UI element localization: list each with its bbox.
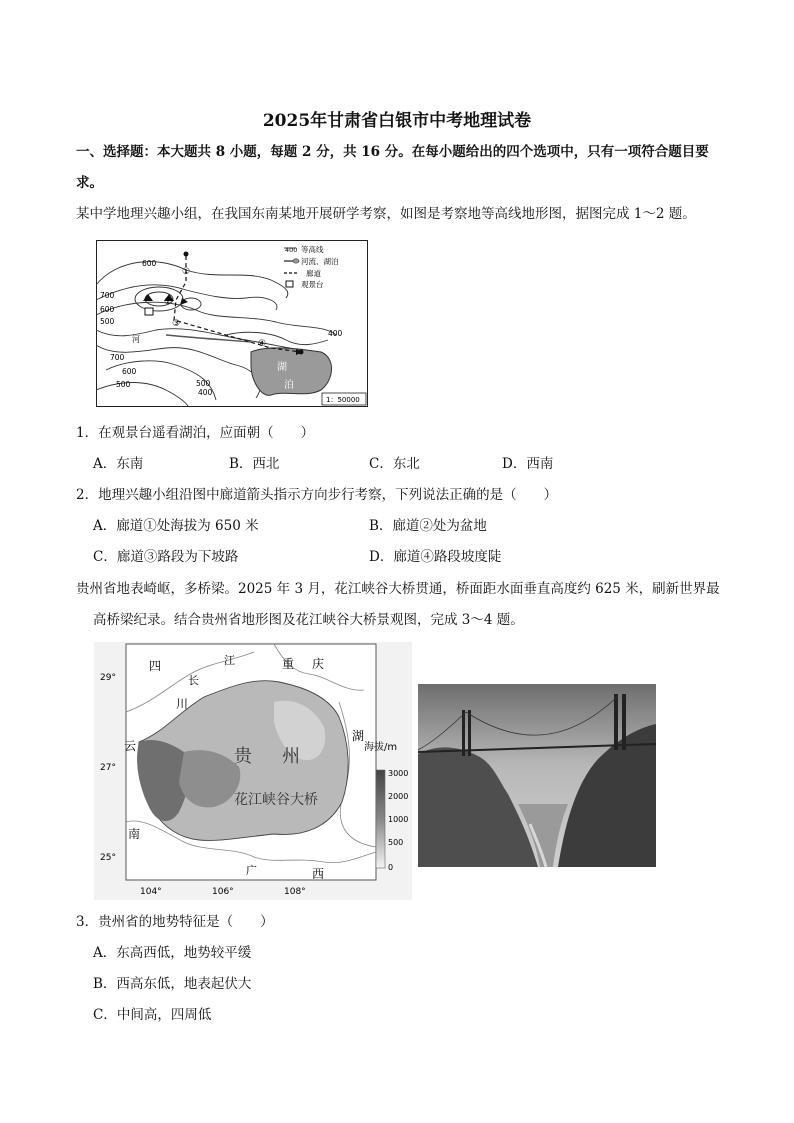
- svg-text:河流、湖泊: 河流、湖泊: [301, 257, 339, 266]
- question-3-stem: 3．贵州省的地势特征是（ ）: [76, 914, 274, 930]
- bridge-label: 花江峡谷大桥: [234, 792, 318, 808]
- svg-text:观景台: 观景台: [301, 280, 324, 289]
- q3-option-a[interactable]: A．东高西低，地势较平缓: [93, 945, 252, 961]
- province-label: 云: [124, 739, 137, 753]
- province-label: 南: [128, 827, 141, 841]
- q2-option-c[interactable]: C．廊道③路段为下坡路: [93, 549, 239, 565]
- marker-4: ④: [258, 339, 267, 349]
- province-label: 四: [149, 659, 162, 673]
- marker-2: ②: [164, 297, 173, 307]
- q1-option-b[interactable]: B．西北: [229, 456, 280, 472]
- province-label: 川: [176, 697, 189, 711]
- lon-label: 104°: [140, 887, 162, 897]
- svg-text:廊道: 廊道: [306, 269, 321, 278]
- lon-label: 108°: [284, 887, 306, 897]
- province-label: 庆: [312, 657, 325, 671]
- contour-label: 400: [328, 329, 343, 338]
- province-label: 长: [188, 674, 199, 687]
- province-label: 西: [312, 867, 325, 881]
- q2-option-a[interactable]: A．廊道①处海拔为 650 米: [93, 518, 259, 534]
- page-title: 2025年甘肃省白银市中考地理试卷: [262, 111, 532, 131]
- question-2-stem: 2．地理兴趣小组沿图中廊道箭头指示方向步行考察，下列说法正确的是（ ）: [76, 487, 558, 503]
- map-scale: 1：50000: [326, 396, 360, 404]
- contour-label: 500: [196, 379, 211, 388]
- legend-value: 500: [388, 838, 404, 847]
- q3-option-c[interactable]: C．中间高，四周低: [93, 1007, 212, 1023]
- q1-option-a[interactable]: A．东南: [93, 456, 144, 472]
- marker-3: ③: [172, 319, 181, 329]
- contour-label: 700: [110, 353, 125, 362]
- legend-title: 海拔/m: [364, 742, 398, 753]
- svg-text:等高线: 等高线: [301, 245, 324, 254]
- contour-label: 500: [100, 317, 115, 326]
- q1-option-c[interactable]: C．东北: [369, 456, 420, 472]
- passage-2-cont: 高桥梁纪录。结合贵州省地形图及花江峡谷大桥景观图，完成 3～4 题。: [93, 612, 524, 628]
- province-label: 湖: [352, 729, 365, 743]
- q2-option-d[interactable]: D．廊道④路段坡度陡: [369, 549, 502, 565]
- lon-label: 106°: [212, 887, 234, 897]
- q3-option-b[interactable]: B．西高东低，地表起伏大: [93, 976, 252, 992]
- svg-text:400: 400: [285, 246, 298, 254]
- contour-label: 600: [142, 259, 157, 268]
- passage-1: 某中学地理兴趣小组，在我国东南某地开展研学考察，如图是考察地等高线地形图，据图完成 1～2 题。: [76, 206, 696, 222]
- province-label: 重: [282, 657, 295, 671]
- q2-option-b[interactable]: B．廊道②处为盆地: [369, 518, 487, 534]
- lake-label: 泊: [284, 380, 294, 391]
- contour-label: 600: [100, 305, 115, 314]
- province-label: 江: [224, 654, 235, 667]
- passage-2: 贵州省地表崎岖，多桥梁。2025 年 3 月，花江峡谷大桥贯通，桥面距水面垂直高度约 625 米，刷新世界最: [76, 581, 720, 597]
- province-label-guizhou: 贵: [234, 746, 252, 767]
- bridge-photo: [418, 684, 656, 867]
- lake-label: 湖: [277, 362, 287, 373]
- elevation-scale-bar: [376, 770, 385, 868]
- lat-label: 25°: [100, 853, 116, 863]
- legend-value: 2000: [388, 792, 409, 801]
- contour-label: 700: [100, 291, 115, 300]
- section-heading: 一、选择题：本大题共 8 小题，每题 2 分，共 16 分。在每小题给出的四个选项中，只有一项符合题目要: [76, 144, 709, 160]
- contour-label: 600: [122, 367, 137, 376]
- legend-value: 0: [388, 863, 394, 872]
- question-1-stem: 1．在观景台遥看湖泊，应面朝（ ）: [76, 425, 315, 441]
- guizhou-terrain-map: [94, 642, 412, 900]
- province-label-guizhou: 州: [282, 746, 300, 767]
- lat-label: 27°: [100, 763, 116, 773]
- q1-option-d[interactable]: D．西南: [502, 456, 554, 472]
- contour-label: 500: [116, 380, 131, 389]
- legend-value: 3000: [388, 769, 409, 778]
- legend-value: 1000: [388, 815, 409, 824]
- river-label: 河: [132, 335, 140, 344]
- contour-label: 400: [198, 388, 213, 397]
- section-heading-cont: 求。: [76, 175, 103, 191]
- marker-1: ①: [182, 267, 191, 277]
- contour-map: [96, 240, 368, 408]
- province-label: 广: [246, 864, 257, 877]
- lat-label: 29°: [100, 673, 116, 683]
